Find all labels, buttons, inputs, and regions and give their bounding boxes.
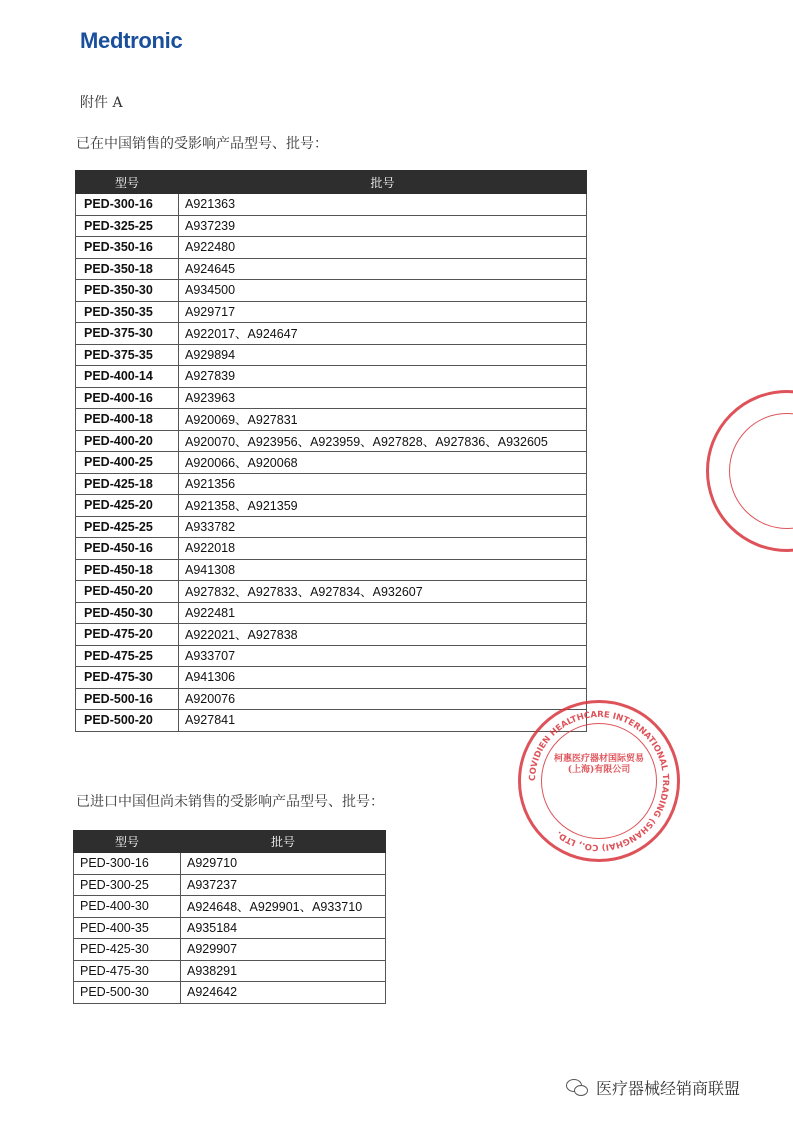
footer-watermark-text: 医疗器械经销商联盟 [596,1079,741,1098]
lots-cell: A933707 [179,645,587,667]
sold-products-heading: 已在中国销售的受影响产品型号、批号： [76,136,328,152]
lots-cell: A924645 [179,258,587,280]
table-header-row [76,171,587,194]
lots-cell: A927841 [179,710,587,732]
model-cell: PED-350-18 [76,258,179,280]
lots-cell: A929894 [179,344,587,366]
lots-cell: A938291 [181,960,386,982]
lots-cell: A929717 [179,301,587,323]
table-row [76,581,587,603]
table-row [74,960,386,982]
lots-cell: A929907 [181,939,386,961]
table-row [76,387,587,409]
table-row [74,982,386,1004]
table-row [74,917,386,939]
model-cell: PED-375-35 [76,344,179,366]
model-cell: PED-425-20 [76,495,179,517]
table-row [76,473,587,495]
seal-inner-ring [729,413,793,529]
lots-cell: A924648、A929901、A933710 [181,896,386,918]
wechat-icon [566,1079,590,1097]
table-row [76,215,587,237]
lots-cell: A929710 [181,853,386,875]
table-header-row [74,831,386,853]
lots-cell: A922481 [179,602,587,624]
table-row [76,194,587,216]
table-row [76,667,587,689]
table-row [76,452,587,474]
model-cell: PED-325-25 [76,215,179,237]
table-row [76,344,587,366]
table-row [74,896,386,918]
model-cell: PED-400-14 [76,366,179,388]
model-cell: PED-400-20 [76,430,179,452]
lots-cell: A935184 [181,917,386,939]
table-row [74,874,386,896]
table-row [76,430,587,452]
table-row [76,710,587,732]
model-cell: PED-350-16 [76,237,179,259]
model-cell: PED-425-25 [76,516,179,538]
model-cell: PED-300-16 [76,194,179,216]
lots-cell: A924642 [181,982,386,1004]
table-row [76,602,587,624]
model-cell: PED-425-30 [74,939,181,961]
table-row [76,301,587,323]
lots-cell: A934500 [179,280,587,302]
model-cell: PED-400-18 [76,409,179,431]
model-cell: PED-400-16 [76,387,179,409]
lots-cell: A941308 [179,559,587,581]
table-row [76,366,587,388]
company-seal [518,700,680,862]
column-header-lots: 批号 [179,171,587,194]
model-cell: PED-400-25 [76,452,179,474]
lots-cell: A921363 [179,194,587,216]
model-cell: PED-350-35 [76,301,179,323]
table-row [74,853,386,875]
footer-watermark [566,1076,740,1099]
model-cell: PED-300-25 [74,874,181,896]
model-cell: PED-500-30 [74,982,181,1004]
model-cell: PED-500-20 [76,710,179,732]
imported-products-rows [74,853,386,1004]
lots-cell: A920076 [179,688,587,710]
svg-text:COVIDIEN HEALTHCARE INTERNATIO [528,710,670,852]
model-cell: PED-400-35 [74,917,181,939]
seal-chinese-name [521,754,677,776]
model-cell: PED-450-20 [76,581,179,603]
sold-products-table [75,170,587,732]
table-row [76,258,587,280]
lots-cell: A922017、A924647 [179,323,587,345]
annex-label: 附件 A [80,95,123,111]
model-cell: PED-450-16 [76,538,179,560]
sold-products-rows [76,194,587,732]
lots-cell: A941306 [179,667,587,689]
lots-cell: A933782 [179,516,587,538]
lots-cell: A920070、A923956、A923959、A927828、A927836、A932605 [179,430,587,452]
lots-cell: A923963 [179,387,587,409]
table-row [76,559,587,581]
model-cell: PED-475-25 [76,645,179,667]
column-header-model: 型号 [76,171,179,194]
imported-products-table [73,830,386,1004]
table-row [76,237,587,259]
model-cell: PED-475-30 [74,960,181,982]
model-cell: PED-475-30 [76,667,179,689]
table-row [76,645,587,667]
lots-cell: A922480 [179,237,587,259]
seal-text-ring [521,703,677,859]
seal-english-name: COVIDIEN HEALTHCARE INTERNATIONAL TRADING (SHANGHAI) CO., LTD. [527,709,671,853]
table-row [76,688,587,710]
model-cell: PED-450-30 [76,602,179,624]
lots-cell: A922021、A927838 [179,624,587,646]
model-cell: PED-375-30 [76,323,179,345]
lots-cell: A920069、A927831 [179,409,587,431]
column-header-model: 型号 [74,831,181,853]
lots-cell: A922018 [179,538,587,560]
lots-cell: A920066、A920068 [179,452,587,474]
lots-cell: A937237 [181,874,386,896]
table-row [76,495,587,517]
lots-cell: A937239 [179,215,587,237]
lots-cell: A921358、A921359 [179,495,587,517]
table-row [76,516,587,538]
table-row [74,939,386,961]
model-cell: PED-475-20 [76,624,179,646]
model-cell: PED-450-18 [76,559,179,581]
model-cell: PED-400-30 [74,896,181,918]
lots-cell: A921356 [179,473,587,495]
table-row [76,624,587,646]
table-row [76,409,587,431]
table-row [76,323,587,345]
medtronic-logo: Medtronic [80,28,183,53]
model-cell: PED-500-16 [76,688,179,710]
lots-cell: A927832、A927833、A927834、A932607 [179,581,587,603]
seal-chinese-name-text: 柯惠医疗器材国际贸易(上海)有限公司 [553,754,644,775]
column-header-lots: 批号 [181,831,386,853]
table-row [76,280,587,302]
model-cell: PED-425-18 [76,473,179,495]
table-row [76,538,587,560]
model-cell: PED-300-16 [74,853,181,875]
model-cell: PED-350-30 [76,280,179,302]
imported-products-heading: 已进口中国但尚未销售的受影响产品型号、批号： [76,794,384,810]
company-seal-partial [706,390,793,552]
lots-cell: A927839 [179,366,587,388]
